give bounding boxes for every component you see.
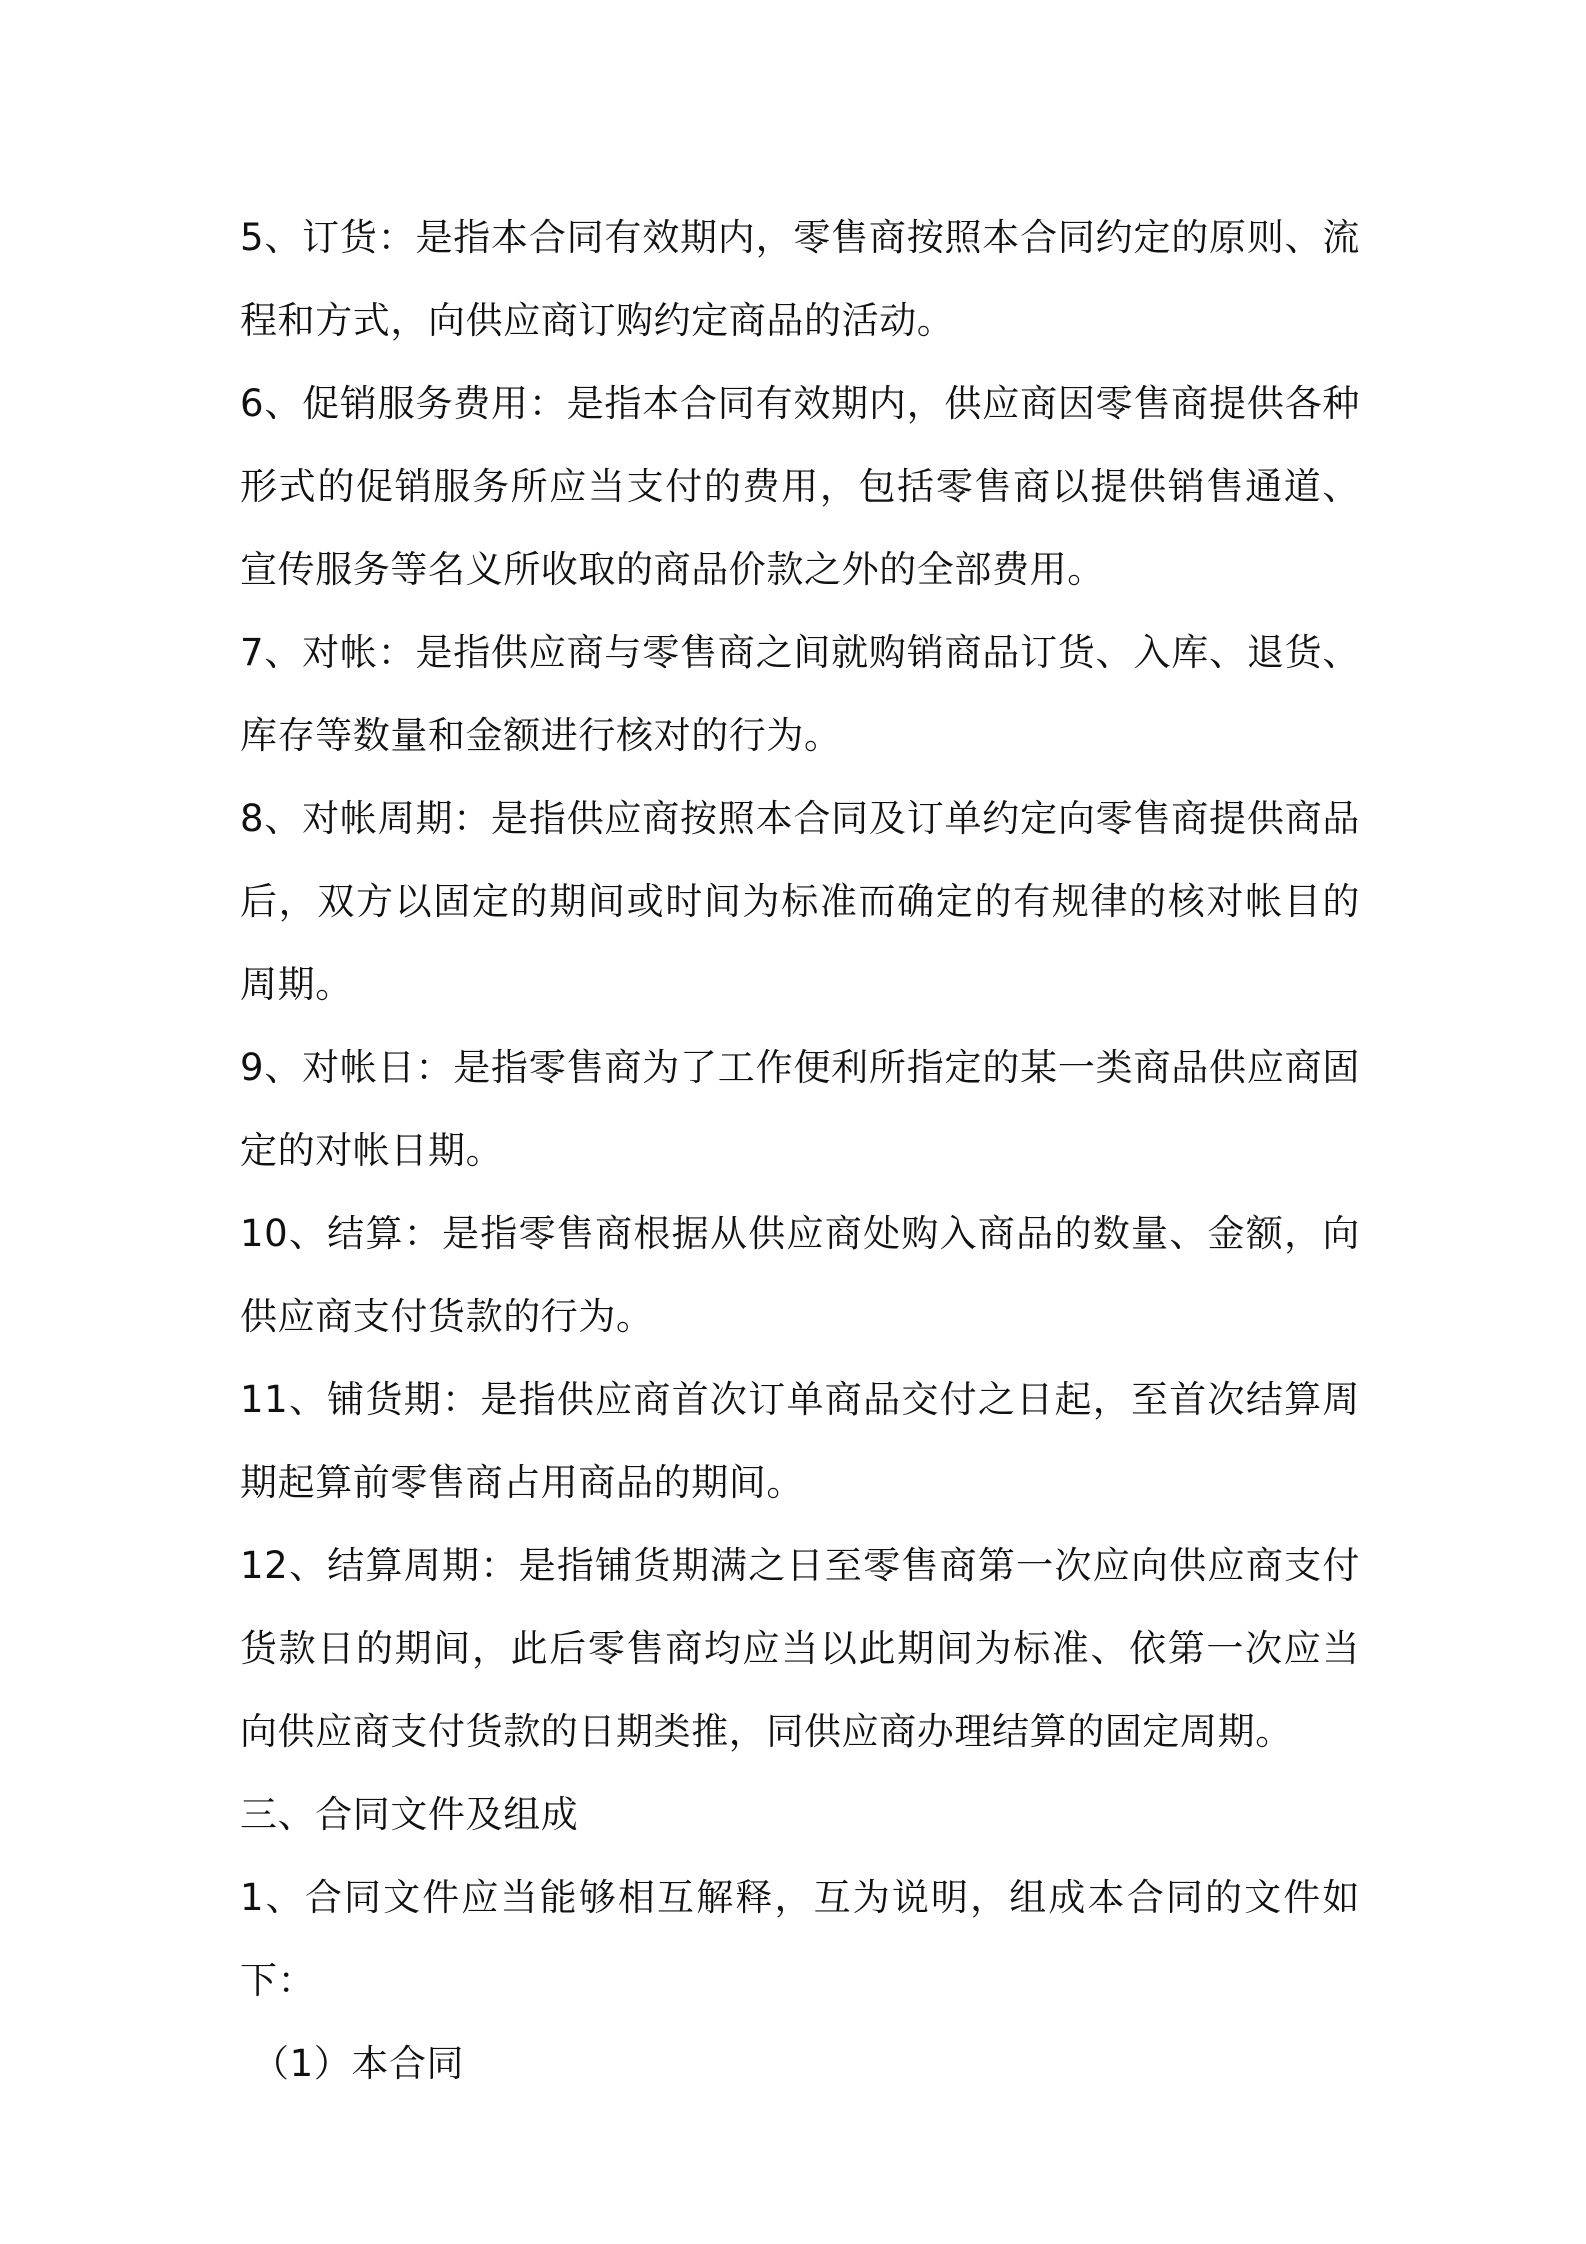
clause-6-promotion-fees: 6、促销服务费用：是指本合同有效期内，供应商因零售商提供各种形式的促销服务所应当支付的费用，包括零售商以提供销售通道、宣传服务等名义所收取的商品价款之外的全部费用。 bbox=[240, 382, 1360, 591]
clause-11-stocking-period: 11、铺货期：是指供应商首次订单商品交付之日起，至首次结算周期起算前零售商占用商品的期间。 bbox=[240, 1378, 1360, 1504]
section-3-item-1-sub-1: （1）本合同 bbox=[252, 2042, 465, 2085]
clause-10-settlement: 10、结算：是指零售商根据从供应商处购入商品的数量、金额，向供应商支付货款的行为。 bbox=[240, 1212, 1360, 1338]
clause-7-reconciliation: 7、对帐：是指供应商与零售商之间就购销商品订货、入库、退货、库存等数量和金额进行核对的行为。 bbox=[240, 631, 1360, 757]
clause-5-ordering: 5、订货：是指本合同有效期内，零售商按照本合同约定的原则、流程和方式，向供应商订购约定商品的活动。 bbox=[240, 216, 1360, 342]
clause-12-settlement-period: 12、结算周期：是指铺货期满之日至零售商第一次应向供应商支付货款日的期间，此后零售商均应当以此期间为标准、依第一次应当向供应商支付货款的日期类推，同供应商办理结算的固定周期。 bbox=[240, 1544, 1360, 1753]
clause-9-reconciliation-day: 9、对帐日：是指零售商为了工作便利所指定的某一类商品供应商固定的对帐日期。 bbox=[240, 1046, 1360, 1172]
section-3-heading: 三、合同文件及组成 bbox=[240, 1793, 579, 1836]
clause-8-reconciliation-period: 8、对帐周期：是指供应商按照本合同及订单约定向零售商提供商品后，双方以固定的期间或时间为标准而确定的有规律的核对帐目的周期。 bbox=[240, 797, 1360, 1006]
document-body bbox=[240, 196, 1360, 2105]
section-3-item-1: 1、合同文件应当能够相互解释，互为说明，组成本合同的文件如下： bbox=[240, 1876, 1360, 2002]
